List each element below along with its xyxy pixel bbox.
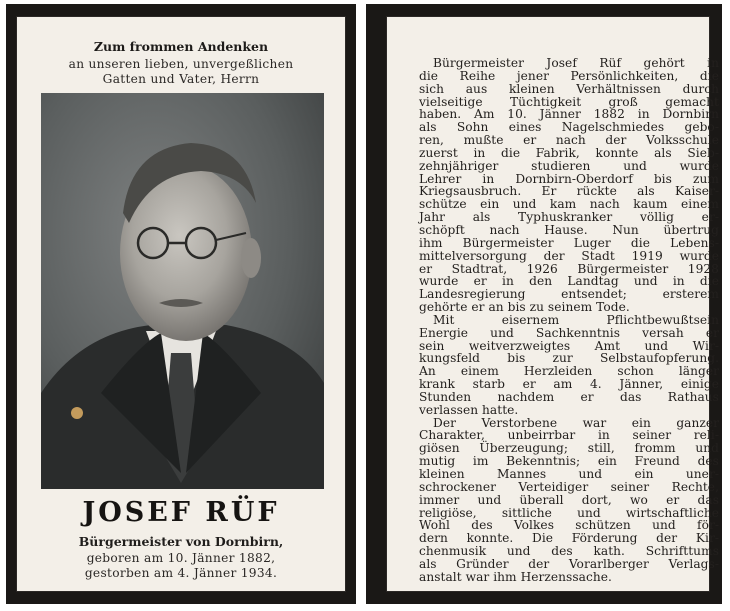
biography-line: schöpft nach Hause. Nun übertrug — [419, 222, 719, 237]
biography-line: mittelversorgung der Stadt 1919 wurde — [419, 248, 719, 263]
portrait-photo — [41, 93, 324, 489]
biography-line: verlassen hatte. — [419, 402, 519, 417]
biography-line: giösen Überzeugung; still, fromm und — [419, 441, 719, 456]
biography-line: sein weitverzweigtes Amt und Wir- — [419, 338, 719, 353]
biography-line: wurde er in den Landtag und in die — [419, 274, 719, 289]
death-date: gestorben am 4. Jänner 1934. — [84, 566, 278, 580]
biography-line: Wohl des Volkes schützen und för- — [419, 518, 719, 533]
biography-line: Stunden nachdem er das Rathaus — [419, 389, 719, 404]
biography-line: Kriegsausbruch. Er rückte als Kaiser- — [419, 184, 719, 199]
biography-line: Der Verstorbene war ein ganzer — [433, 415, 719, 430]
biography-line: mutig im Bekenntnis; ein Freund des — [419, 454, 719, 469]
biography-line: Bürgermeister Josef Rüf gehört in — [433, 56, 719, 70]
portrait-illustration — [41, 93, 324, 489]
biography-line: Energie und Sachkenntnis versah er — [419, 325, 719, 340]
biography-line: Landesregierung entsendet; ersterem — [419, 287, 719, 302]
biography-line: ren, mußte er nach der Volksschule — [419, 133, 719, 148]
biography-line: als Gründer der Vorarlberger Verlags- — [419, 556, 719, 571]
biography-line: kleinen Mannes und ein uner- — [419, 467, 719, 481]
biography-line: Mit eisernem Pflichtbewußtsein — [433, 312, 719, 327]
biography-line: Lehrer in Dornbirn-Oberdorf bis zum — [419, 171, 719, 186]
biography-line: anstalt war ihm Herzenssache. — [419, 569, 612, 584]
biography-line: er Stadtrat, 1926 Bürgermeister 1928 — [419, 261, 719, 276]
card-front-panel — [16, 16, 346, 592]
biography-line: gehörte er an bis zu seinem Tode. — [419, 300, 630, 315]
memorial-card-back — [366, 4, 722, 604]
biography-line: zehnjähriger studieren und wurde — [419, 158, 719, 173]
biography-line: die Reihe jener Persönlichkeiten, die — [419, 68, 719, 83]
birth-date: geboren am 10. Jänner 1882, — [86, 551, 276, 565]
biography-line: als Sohn eines Nagelschmiedes gebo- — [419, 120, 719, 135]
dedication-line-1: an unseren lieben, unvergeßlichen — [68, 57, 294, 71]
biography-line: Jahr als Typhuskranker völlig er- — [419, 210, 719, 225]
biography-line: krank starb er am 4. Jänner, einige — [419, 377, 719, 392]
biography-text — [419, 57, 719, 584]
biography-line: schütze ein und kam nach kaum einem — [419, 197, 719, 212]
biography-line: ihm Bürgermeister Luger die Lebens- — [419, 235, 719, 250]
biography-line: An einem Herzleiden schon länger — [419, 364, 719, 379]
biography-line: zuerst in die Fabrik, konnte als Sieb- — [419, 145, 719, 160]
card-heading: Zum frommen Andenken — [93, 39, 269, 54]
deceased-name: JOSEF RÜF — [82, 497, 280, 528]
biography-line: schrockener Verteidiger seiner Rechte, — [419, 479, 719, 494]
card-back-panel — [386, 16, 719, 592]
biography-line: haben. Am 10. Jänner 1882 in Dornbirn — [419, 107, 719, 122]
biography-line: dern konnte. Die Förderung der Kir- — [419, 531, 719, 546]
biography-line: immer und überall dort, wo er das — [419, 492, 719, 507]
biography-line: vielseitige Tüchtigkeit groß gemacht — [419, 94, 719, 109]
biography-line: religiöse, sittliche und wirtschaftliche — [419, 505, 719, 520]
deceased-title: Bürgermeister von Dornbirn, — [78, 534, 284, 549]
memorial-card-front — [6, 4, 356, 604]
biography-line: Charakter, unbeirrbar in seiner reli- — [419, 428, 719, 443]
biography-line: kungsfeld bis zur Selbstaufopferung. — [419, 351, 719, 366]
biography-line: sich aus kleinen Verhältnissen durch — [419, 81, 719, 96]
dedication-line-2: Gatten und Vater, Herrn — [102, 72, 260, 86]
biography-line: chenmusik und des kath. Schrifttums — [419, 544, 719, 559]
